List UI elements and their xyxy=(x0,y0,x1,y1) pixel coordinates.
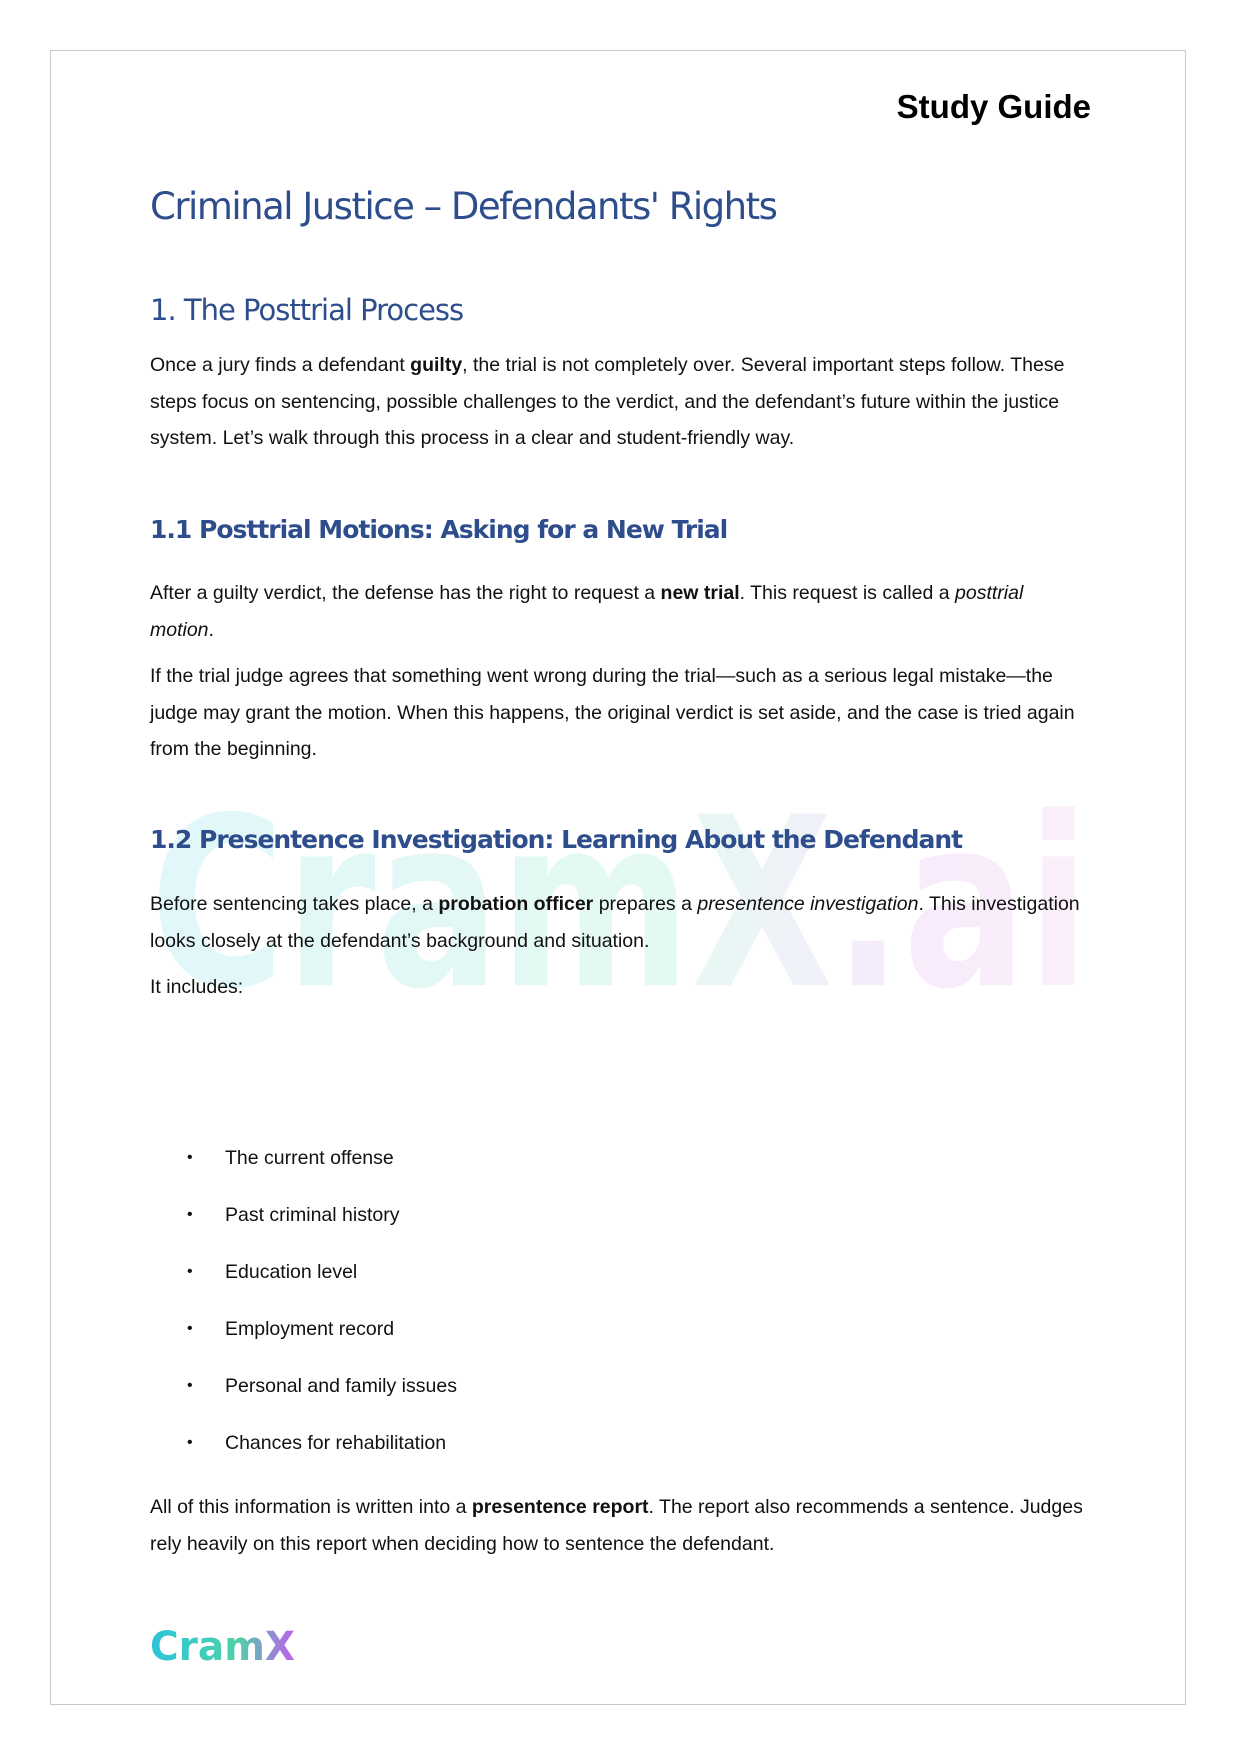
list-item xyxy=(150,1311,1090,1368)
bullet-icon: • xyxy=(187,1320,193,1337)
paragraph-text: All of this information is written into a xyxy=(150,1496,472,1518)
list-item-text: Personal and family issues xyxy=(225,1375,457,1397)
paragraph-text: . The report also recommends a sentence. Judges rely heavily on this report when deciding how to sentence the defendant. xyxy=(150,1496,1083,1555)
intro-bold-term: guilty xyxy=(410,354,463,376)
paragraph-text: prepares a xyxy=(593,893,698,915)
list-item xyxy=(150,1140,1090,1197)
intro-text: Once a jury finds a defendant xyxy=(150,354,411,376)
section-heading: 1. The Posttrial Process xyxy=(150,293,464,327)
paragraph-text: Before sentencing takes place, a xyxy=(150,893,439,915)
list-item-text: The current offense xyxy=(225,1147,394,1169)
list-item xyxy=(150,1197,1090,1254)
report-paragraph xyxy=(150,1489,1090,1562)
subsection-heading: 1.2 Presentence Investigation: Learning About the Defendant xyxy=(150,825,963,854)
paragraph-text: . This investigation looks closely at the defendant’s background and situation. xyxy=(150,893,1080,952)
bullet-icon: • xyxy=(187,1149,193,1166)
list-item xyxy=(150,1254,1090,1311)
presentence-paragraph xyxy=(150,886,1090,959)
paragraph-text: After a guilty verdict, the defense has the right to request a xyxy=(150,582,661,604)
header-label: Study Guide xyxy=(896,88,1091,125)
bold-term: new trial xyxy=(660,582,740,604)
document-title: Criminal Justice – Defendants' Rights xyxy=(150,185,777,228)
list-item-text: Employment record xyxy=(225,1318,395,1340)
list-item-text: Education level xyxy=(225,1261,358,1283)
paragraph-text: . xyxy=(208,618,214,641)
logo-text: CramX xyxy=(150,1624,296,1670)
bullet-icon: • xyxy=(187,1206,193,1223)
bold-term: presentence report xyxy=(471,1496,649,1518)
bullet-icon: • xyxy=(187,1434,193,1451)
list-item xyxy=(150,1425,1090,1482)
cramx-logo xyxy=(150,1620,300,1670)
watermark-text: CramX.ai xyxy=(150,800,1090,1000)
subsection-heading: 1.1 Posttrial Motions: Asking for a New Trial xyxy=(150,515,728,544)
bullet-icon: • xyxy=(187,1263,193,1280)
includes-list xyxy=(150,1140,1090,1482)
grant-motion-paragraph: If the trial judge agrees that something went wrong during the trial—such as a serious legal mistake—the judge may grant the motion. When this happens, the original verdict is set aside, and the case is tried again from the beginning. xyxy=(150,665,1075,760)
list-item-text: Past criminal history xyxy=(225,1204,400,1226)
intro-text: , the trial is not completely over. Several important steps follow. These steps focus on sentencing, possible challenges to the verdict, and the defendant’s future within the justice system. Let’s walk through this process in a clear and student-friendly way. xyxy=(150,354,1065,449)
list-item xyxy=(150,1368,1090,1425)
list-item-text: Chances for rehabilitation xyxy=(225,1432,447,1454)
paragraph-text: . This request is called a xyxy=(739,582,955,604)
italic-term: posttrial motion xyxy=(150,582,1024,641)
bullet-icon: • xyxy=(187,1377,193,1394)
includes-label: It includes: xyxy=(150,976,244,998)
italic-term: presentence investigation xyxy=(697,893,919,915)
section-intro-paragraph xyxy=(150,347,1090,457)
bold-term: probation officer xyxy=(438,893,594,915)
posttrial-paragraph xyxy=(150,575,1090,648)
